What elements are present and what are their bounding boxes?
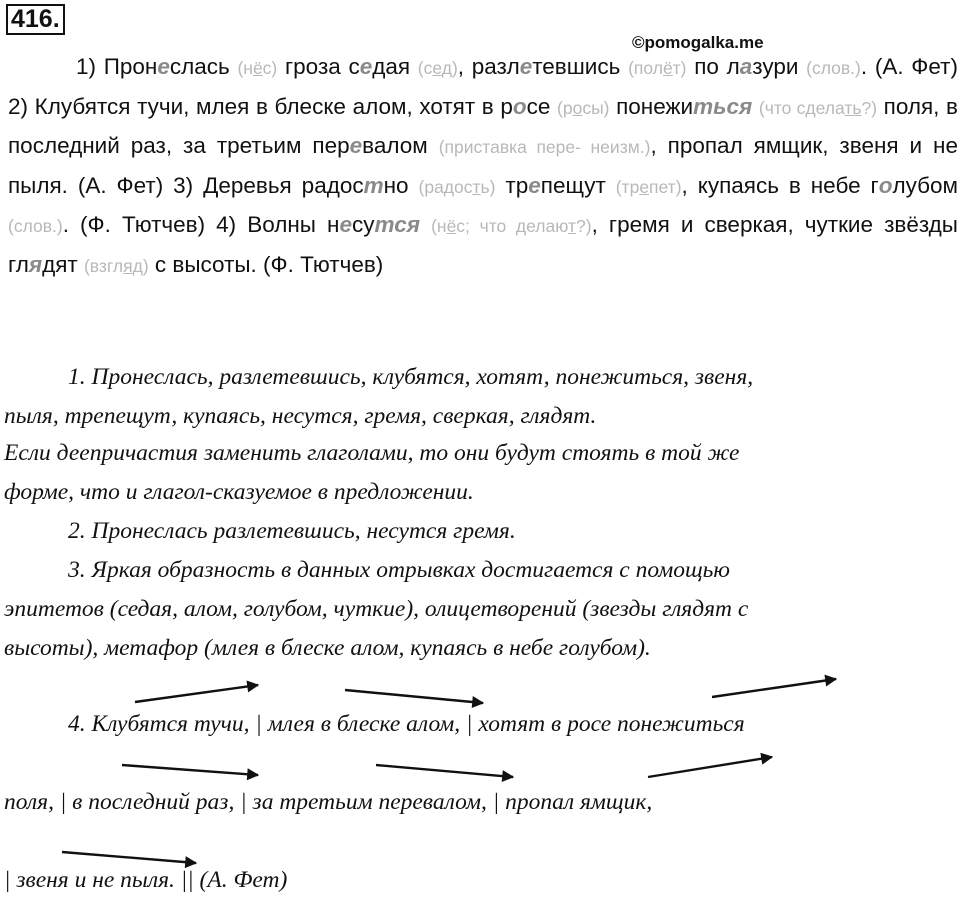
answer-4-line-1: 4. Клубятся тучи, | млея в блеске алом, | хотят в росе понежиться: [68, 711, 745, 737]
arrow: [712, 679, 836, 697]
answer-3-line-3: высоты), метафор (млея в блеске алом, купаясь в небе голубом).: [4, 635, 651, 661]
watermark: ©pomogalka.me: [632, 33, 764, 52]
answer-3-line-1: 3. Яркая образность в данных отрывках достигается с помощью: [68, 557, 730, 583]
arrow: [135, 685, 258, 702]
answer-2: 2. Пронеслась разлетевшись, несутся гремя.: [68, 518, 516, 544]
arrow: [345, 690, 483, 703]
arrow: [122, 765, 258, 775]
answer-1-line-4: форме, что и глагол-сказуемое в предложении.: [4, 479, 474, 505]
arrow: [376, 765, 513, 777]
arrow: [62, 852, 196, 863]
exercise-text: 1) Пронеслась (нёс) гроза седая (сед), разлетевшись (полёт) по лазури (слов.). (А. Фет) 2) Клубятся тучи, млея в блеске алом, хотят в росе (росы) понежиться (что сделать?) поля, в последний раз, за третьим перевалом (приставка пере- неизм.), пропал ямщик, звеня и не пыля. (А. Фет) 3) Деревья радостно (радость) трепещут (трепет), купаясь в небе голубом (слов.). (Ф. Тютчев) 4) Волны несутся (нёс; что делают?), гремя и сверкая, чуткие звёзды глядят (взгляд) с высоты. (Ф. Тютчев): [8, 54, 959, 277]
answer-4-line-3: | звеня и не пыля. || (А. Фет): [4, 867, 288, 893]
answer-3-line-2: эпитетов (седая, алом, голубом, чуткие), олицетворений (звезды глядят с: [4, 596, 749, 622]
arrow: [648, 757, 772, 777]
answer-1-line-1: 1. Пронеслась, разлетевшись, клубятся, хотят, понежиться, звеня,: [68, 364, 754, 390]
exercise-number: 416.: [6, 4, 65, 35]
answer-4-line-2: поля, | в последний раз, | за третьим перевалом, | пропал ямщик,: [4, 789, 653, 815]
answer-1-line-3: Если деепричастия заменить глаголами, то они будут стоять в той же: [4, 440, 740, 466]
answer-1-line-2: пыля, трепещут, купаясь, несутся, гремя, сверкая, глядят.: [4, 403, 597, 429]
